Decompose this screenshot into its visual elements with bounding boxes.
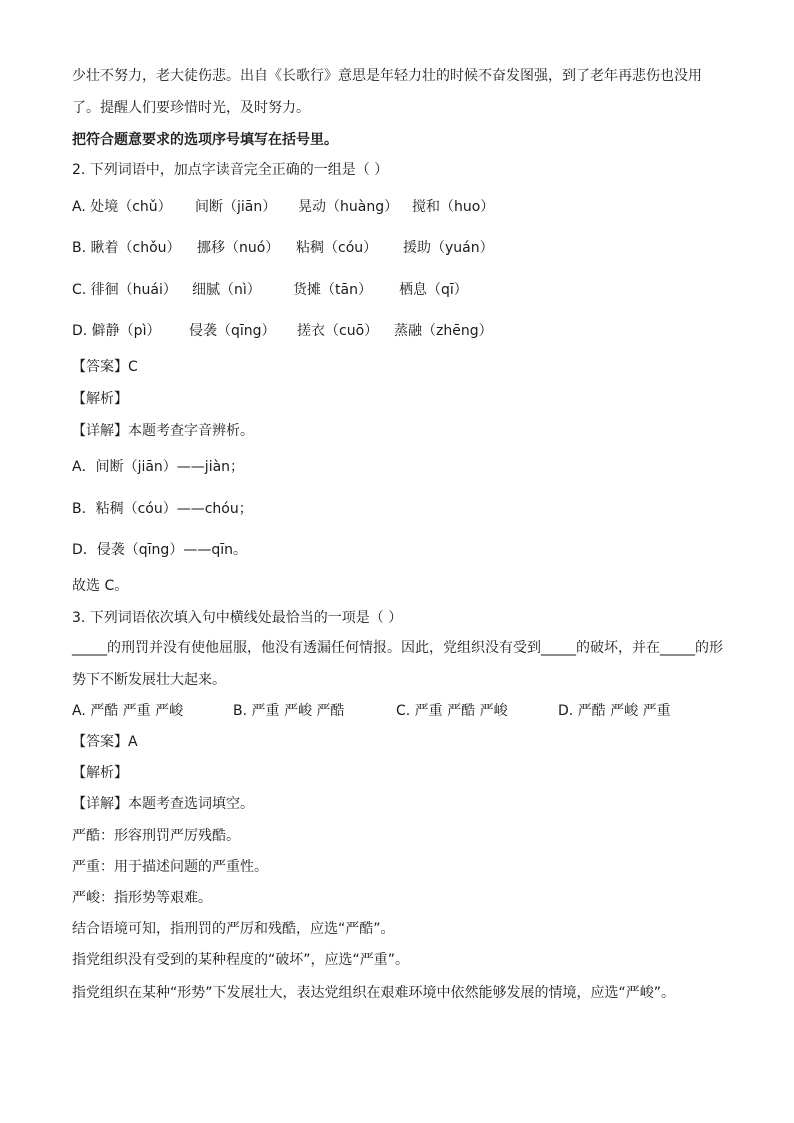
q2-option-d-word-1: D. 僻静（pì）: [72, 323, 161, 339]
question-2-stem: 2. 下列词语中，加点字读音完全正确的一组是（ ）: [72, 162, 389, 178]
q3-answer: 【答案】A: [72, 734, 138, 750]
question-3-stem: 3. 下列词语依次填入句中横线处最恰当的一项是（ ）: [72, 610, 403, 626]
q2-analysis-label: 【解析】: [72, 391, 128, 407]
q2-option-c-word-4: 栖息（qī）: [399, 282, 468, 298]
q2-detail: 【详解】本题考查字音辨析。: [72, 423, 254, 439]
q3-option-d: D. 严酷 严峻 严重: [558, 703, 671, 719]
q2-note-d: D．侵袭（qīng）——qīn。: [72, 542, 247, 558]
intro-line-2: 了。提醒人们要珍惜时光，及时努力。: [72, 100, 310, 116]
q2-conclusion: 故选 C。: [72, 578, 129, 594]
q2-note-b: B．粘稠（cóu）——chóu；: [72, 501, 253, 517]
q2-option-b-word-2: 挪移（nuó）: [197, 240, 280, 256]
q2-option-d-word-2: 侵袭（qīng）: [189, 323, 276, 339]
q3-sentence-line-1: _____的刑罚并没有使他屈服，他没有透漏任何情报。因此，党组织没有受到_____的破坏，并在_____的形: [72, 640, 723, 656]
q3-option-b: B. 严重 严峻 严酷: [233, 703, 345, 719]
q3-analysis-label: 【解析】: [72, 765, 128, 781]
q2-option-d-word-4: 蒸融（zhēng）: [394, 323, 493, 339]
q3-detail: 【详解】本题考查选词填空。: [72, 796, 254, 812]
intro-line-1: 少壮不努力，老大徒伤悲。出自《长歌行》意思是年轻力壮的时候不奋发图强，到了老年再悲伤也没用: [72, 68, 702, 84]
q2-option-d-word-3: 搓衣（cuō）: [297, 323, 379, 339]
q3-explanation-2: 严重：用于描述问题的严重性。: [72, 859, 268, 875]
q3-explanation-3: 严峻：指形势等艰难。: [72, 890, 212, 906]
q3-explanation-5: 指党组织没有受到的某种程度的“破坏”，应选“严重”。: [72, 952, 410, 968]
q2-note-a: A．间断（jiān）——jiàn；: [72, 459, 245, 475]
q3-explanation-4: 结合语境可知，指刑罚的严厉和残酷，应选“严酷”。: [72, 921, 395, 937]
q3-option-a: A. 严酷 严重 严峻: [72, 703, 184, 719]
q2-option-a-word-1: A. 处境（chǔ）: [72, 199, 172, 215]
q3-explanation-1: 严酷：形容刑罚严厉残酷。: [72, 828, 240, 844]
q2-option-b-word-4: 援助（yuán）: [403, 240, 494, 256]
q3-sentence-line-2: 势下不断发展壮大起来。: [72, 672, 226, 688]
q3-explanation-6: 指党组织在某种“形势”下发展壮大，表达党组织在艰难环境中依然能够发展的情境，应选“严峻”。: [72, 985, 676, 1001]
q2-option-c-word-3: 货摊（tān）: [293, 282, 372, 298]
q2-option-a-word-2: 间断（jiān）: [195, 199, 277, 215]
q2-option-b-word-3: 粘稠（cóu）: [296, 240, 378, 256]
q2-option-c-word-1: C. 徘徊（huái）: [72, 282, 177, 298]
q2-option-a-word-3: 晃动（huàng）: [298, 199, 399, 215]
q3-option-c: C. 严重 严酷 严峻: [396, 703, 508, 719]
q2-option-c-word-2: 细腻（nì）: [192, 282, 261, 298]
q2-answer: 【答案】C: [72, 359, 138, 375]
q2-option-b-word-1: B. 瞅着（chǒu）: [72, 240, 181, 256]
q2-option-a-word-4: 搅和（huo）: [412, 199, 495, 215]
instruction-heading: 把符合题意要求的选项序号填写在括号里。: [72, 132, 338, 148]
